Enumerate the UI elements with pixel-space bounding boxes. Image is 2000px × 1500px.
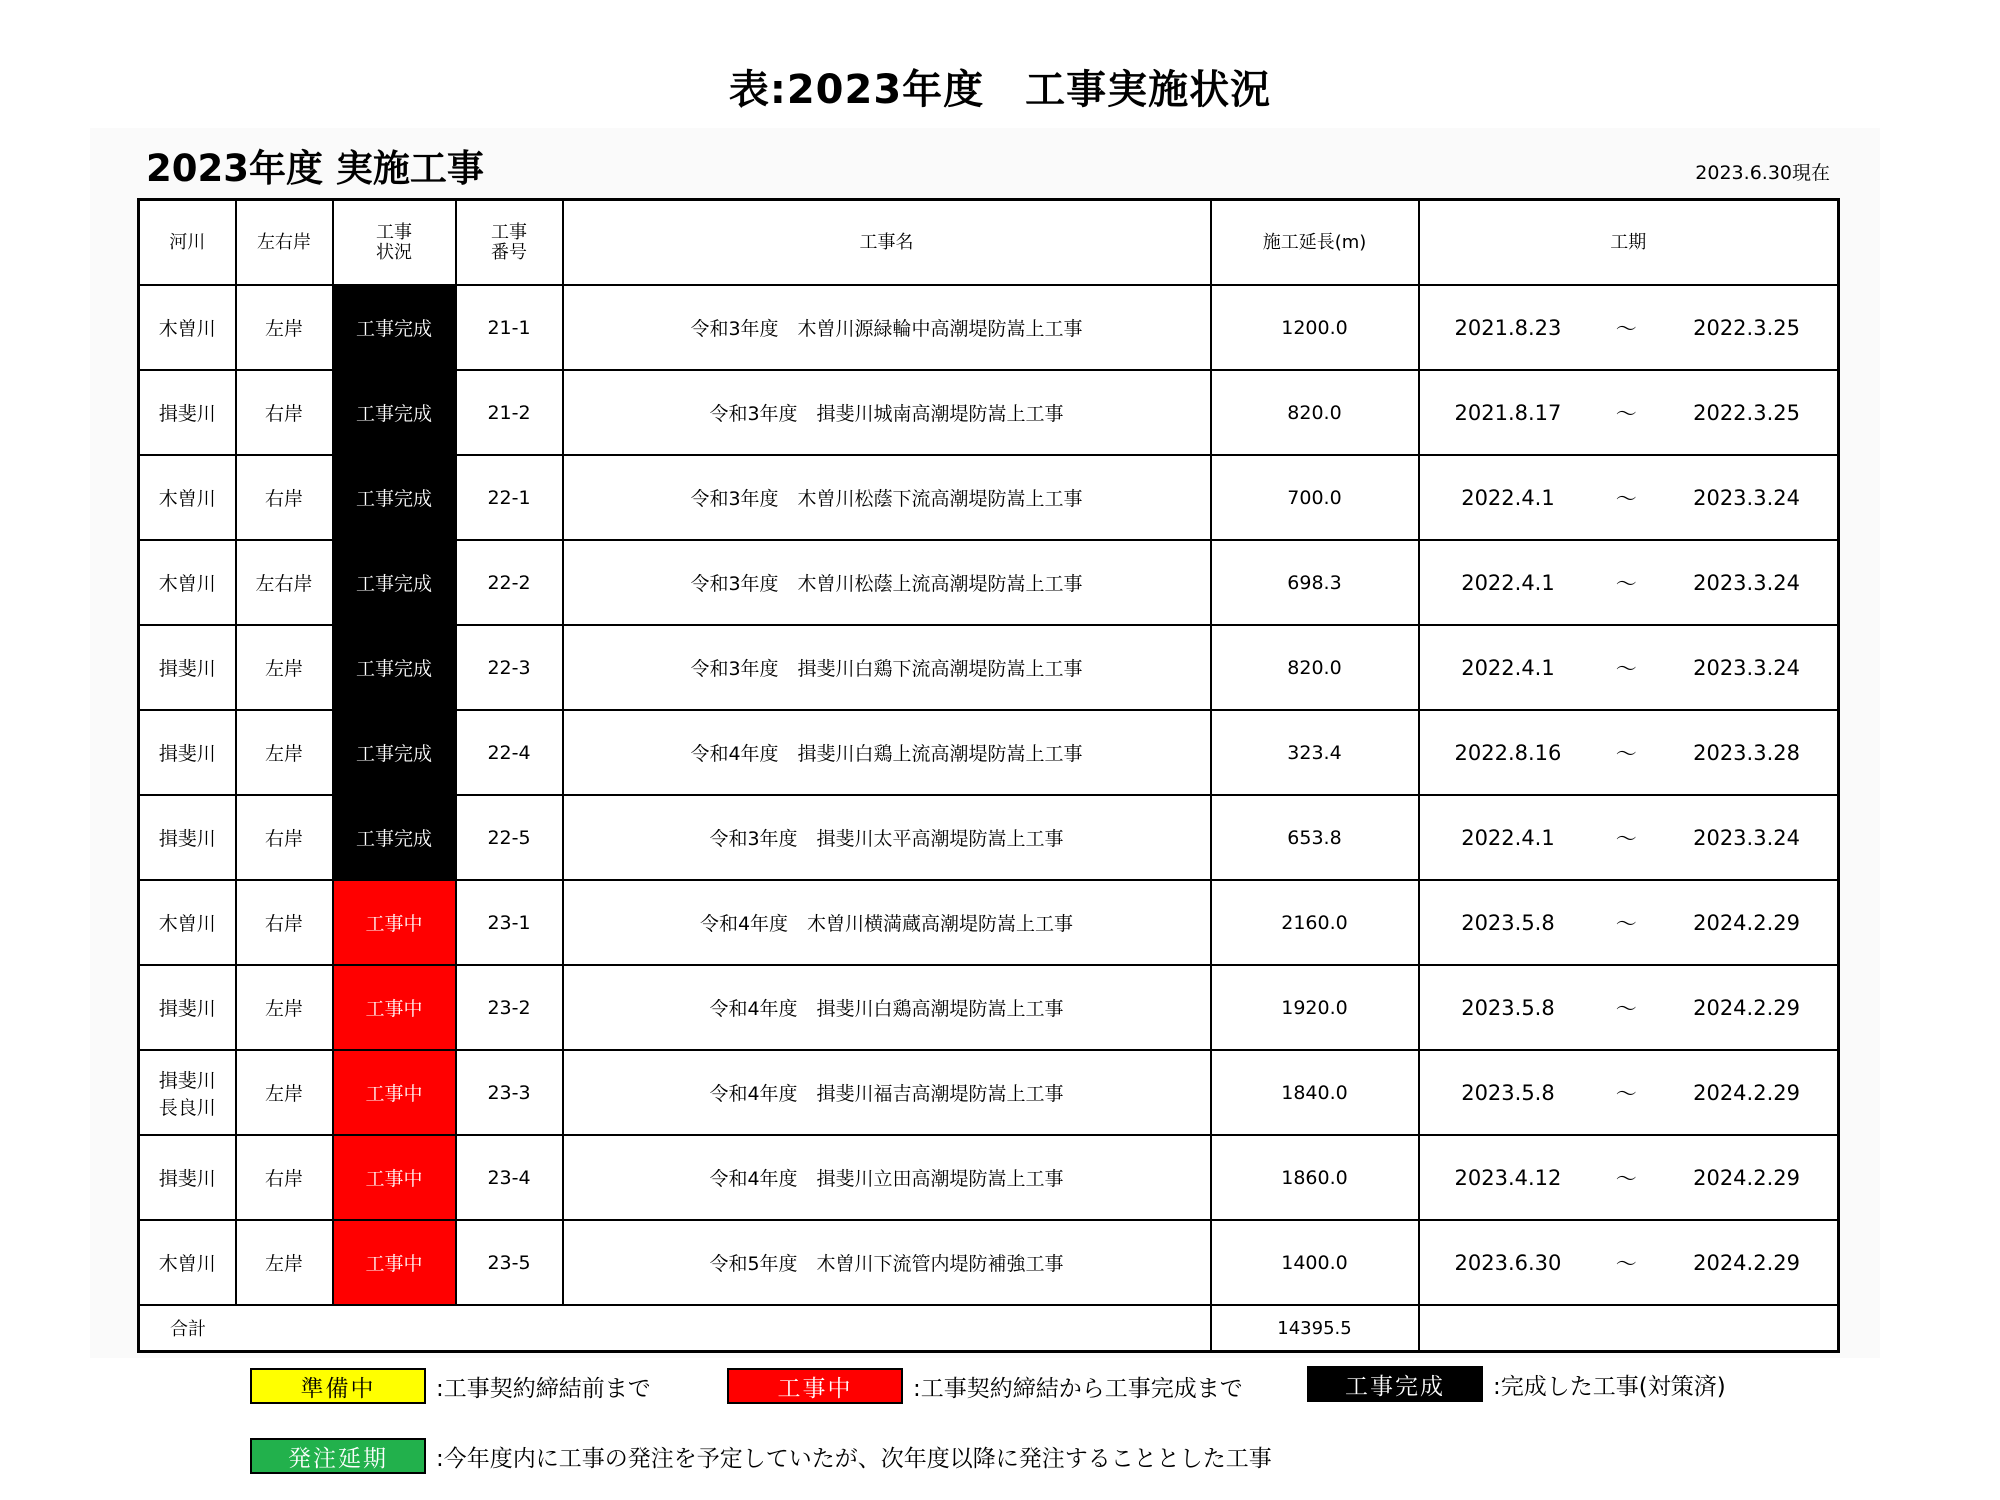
cell-status: 工事中 — [333, 880, 456, 965]
cell-river — [139, 795, 236, 880]
period-end: 2023.3.28 — [1693, 740, 1800, 765]
cell-period — [1419, 625, 1839, 710]
cell-river — [139, 540, 236, 625]
period-end: 2024.2.29 — [1693, 995, 1800, 1020]
cell-number: 21-2 — [456, 370, 563, 455]
cell-length: 698.3 — [1211, 540, 1419, 625]
page-title: 表:2023年度 工事実施状況 — [728, 67, 1272, 113]
period-end: 2024.2.29 — [1693, 1165, 1800, 1190]
cell-period — [1419, 540, 1839, 625]
header-bank: 左右岸 — [236, 200, 333, 286]
cell-length: 653.8 — [1211, 795, 1419, 880]
cell-number: 22-2 — [456, 540, 563, 625]
cell-length: 1860.0 — [1211, 1135, 1419, 1220]
cell-number: 21-1 — [456, 285, 563, 370]
legend-item-done — [1307, 1366, 1726, 1402]
period-tilde: ～ — [1615, 741, 1637, 766]
river-line1: 木曽川 — [158, 488, 216, 510]
river-line2: 長良川 — [158, 1096, 216, 1119]
cell-name: 令和4年度 揖斐川白鶏上流高潮堤防嵩上工事 — [563, 710, 1211, 795]
period-tilde: ～ — [1615, 826, 1637, 851]
cell-name: 令和3年度 木曽川松蔭上流高潮堤防嵩上工事 — [563, 540, 1211, 625]
table-row — [139, 370, 1839, 455]
table-row — [139, 455, 1839, 540]
period-end: 2022.3.25 — [1693, 400, 1800, 425]
period-start: 2021.8.17 — [1454, 400, 1562, 425]
river-line1: 木曽川 — [158, 318, 216, 340]
period-end: 2024.2.29 — [1693, 1080, 1800, 1105]
cell-period — [1419, 1050, 1839, 1135]
cell-name: 令和4年度 木曽川横満蔵高潮堤防嵩上工事 — [563, 880, 1211, 965]
cell-bank: 右岸 — [236, 795, 333, 880]
cell-river — [139, 1050, 236, 1135]
cell-number: 23-3 — [456, 1050, 563, 1135]
cell-name: 令和4年度 揖斐川福吉高潮堤防嵩上工事 — [563, 1050, 1211, 1135]
total-period-empty — [1419, 1305, 1839, 1352]
cell-river — [139, 965, 236, 1050]
river-line1: 揖斐川 — [158, 403, 216, 425]
header-number-line2: 番号 — [491, 241, 527, 263]
table-row — [139, 710, 1839, 795]
table-row — [139, 795, 1839, 880]
period-start: 2022.8.16 — [1454, 740, 1562, 765]
period-end: 2022.3.25 — [1693, 315, 1800, 340]
table-row — [139, 965, 1839, 1050]
cell-length: 1840.0 — [1211, 1050, 1419, 1135]
cell-river — [139, 1135, 236, 1220]
period-end: 2023.3.24 — [1693, 825, 1800, 850]
period-start: 2023.4.12 — [1454, 1165, 1562, 1190]
period-start: 2022.4.1 — [1461, 655, 1555, 680]
cell-status: 工事中 — [333, 1220, 456, 1305]
river-line1: 揖斐川 — [158, 828, 216, 850]
cell-name: 令和3年度 揖斐川城南高潮堤防嵩上工事 — [563, 370, 1211, 455]
header-row — [139, 200, 1839, 286]
period-start: 2022.4.1 — [1461, 485, 1555, 510]
header-river: 河川 — [139, 200, 236, 286]
cell-river — [139, 370, 236, 455]
table-body — [139, 285, 1839, 1352]
river-line1: 揖斐川 — [158, 1168, 216, 1190]
river-line1: 木曽川 — [158, 573, 216, 595]
cell-status: 工事完成 — [333, 370, 456, 455]
legend-item-postponed — [250, 1438, 1272, 1474]
cell-name: 令和3年度 木曽川源緑輪中高潮堤防嵩上工事 — [563, 285, 1211, 370]
cell-river — [139, 625, 236, 710]
cell-number: 22-5 — [456, 795, 563, 880]
header-status — [333, 200, 456, 286]
cell-river — [139, 1220, 236, 1305]
cell-name: 令和4年度 揖斐川白鶏高潮堤防嵩上工事 — [563, 965, 1211, 1050]
cell-bank: 左右岸 — [236, 540, 333, 625]
cell-number: 23-4 — [456, 1135, 563, 1220]
legend-desc-done: :完成した工事(対策済) — [1493, 1373, 1726, 1400]
cell-river — [139, 455, 236, 540]
period-end: 2024.2.29 — [1693, 910, 1800, 935]
cell-status: 工事中 — [333, 1050, 456, 1135]
period-end: 2023.3.24 — [1693, 655, 1800, 680]
river-line1: 揖斐川 — [158, 1069, 216, 1092]
cell-period — [1419, 455, 1839, 540]
cell-bank: 右岸 — [236, 880, 333, 965]
river-line1: 揖斐川 — [158, 743, 216, 765]
cell-status: 工事完成 — [333, 540, 456, 625]
cell-status: 工事完成 — [333, 285, 456, 370]
legend-desc-postponed: :今年度内に工事の発注を予定していたが、次年度以降に発注することとした工事 — [436, 1445, 1272, 1472]
cell-number: 23-2 — [456, 965, 563, 1050]
period-tilde: ～ — [1615, 486, 1637, 511]
legend-swatch-preparing: 準備中 — [250, 1368, 426, 1404]
cell-bank: 左岸 — [236, 1050, 333, 1135]
cell-bank: 右岸 — [236, 455, 333, 540]
period-end: 2024.2.29 — [1693, 1250, 1800, 1275]
period-tilde: ～ — [1615, 1251, 1637, 1276]
cell-number: 22-1 — [456, 455, 563, 540]
cell-status: 工事中 — [333, 1135, 456, 1220]
as-of-date: 2023.6.30現在 — [1695, 162, 1830, 184]
legend-desc-preparing: :工事契約締結前まで — [436, 1375, 651, 1402]
header-name: 工事名 — [563, 200, 1211, 286]
header-length: 施工延長(m) — [1211, 200, 1419, 286]
cell-period — [1419, 370, 1839, 455]
works-table — [137, 198, 1840, 1353]
period-tilde: ～ — [1615, 316, 1637, 341]
period-tilde: ～ — [1615, 401, 1637, 426]
period-start: 2021.8.23 — [1454, 315, 1562, 340]
cell-length: 1400.0 — [1211, 1220, 1419, 1305]
table-row — [139, 1220, 1839, 1305]
cell-length: 1920.0 — [1211, 965, 1419, 1050]
legend-swatch-done: 工事完成 — [1307, 1366, 1483, 1402]
cell-status: 工事完成 — [333, 710, 456, 795]
cell-period — [1419, 965, 1839, 1050]
period-end: 2023.3.24 — [1693, 485, 1800, 510]
cell-bank: 左岸 — [236, 965, 333, 1050]
cell-number: 23-5 — [456, 1220, 563, 1305]
cell-river — [139, 285, 236, 370]
table-subtitle: 2023年度 実施工事 — [146, 147, 484, 190]
cell-bank: 左岸 — [236, 625, 333, 710]
period-start: 2022.4.1 — [1461, 825, 1555, 850]
cell-length: 820.0 — [1211, 625, 1419, 710]
river-line1: 揖斐川 — [158, 998, 216, 1020]
header-period: 工期 — [1419, 200, 1839, 286]
period-tilde: ～ — [1615, 996, 1637, 1021]
cell-name: 令和3年度 揖斐川白鶏下流高潮堤防嵩上工事 — [563, 625, 1211, 710]
legend-item-active — [727, 1368, 1243, 1404]
cell-number: 23-1 — [456, 880, 563, 965]
cell-bank: 左岸 — [236, 710, 333, 795]
cell-bank: 右岸 — [236, 370, 333, 455]
cell-number: 22-4 — [456, 710, 563, 795]
cell-name: 令和3年度 揖斐川太平高潮堤防嵩上工事 — [563, 795, 1211, 880]
river-line1: 揖斐川 — [158, 658, 216, 680]
cell-bank: 左岸 — [236, 285, 333, 370]
table-row — [139, 285, 1839, 370]
period-start: 2022.4.1 — [1461, 570, 1555, 595]
cell-period — [1419, 1135, 1839, 1220]
period-end: 2023.3.24 — [1693, 570, 1800, 595]
cell-status: 工事完成 — [333, 455, 456, 540]
header-status-line2: 状況 — [376, 241, 412, 263]
cell-name: 令和3年度 木曽川松蔭下流高潮堤防嵩上工事 — [563, 455, 1211, 540]
table-row — [139, 625, 1839, 710]
period-start: 2023.5.8 — [1461, 1080, 1555, 1105]
legend-swatch-active: 工事中 — [727, 1368, 903, 1404]
table-row — [139, 880, 1839, 965]
river-line1: 木曽川 — [158, 913, 216, 935]
cell-period — [1419, 710, 1839, 795]
table-row — [139, 1050, 1839, 1135]
cell-bank: 左岸 — [236, 1220, 333, 1305]
cell-river — [139, 880, 236, 965]
header-number — [456, 200, 563, 286]
header-status-line1: 工事 — [376, 221, 412, 243]
period-tilde: ～ — [1615, 1081, 1637, 1106]
cell-length: 1200.0 — [1211, 285, 1419, 370]
table-row — [139, 540, 1839, 625]
legend-item-preparing — [250, 1368, 651, 1404]
legend-swatch-postponed: 発注延期 — [250, 1438, 426, 1474]
period-tilde: ～ — [1615, 911, 1637, 936]
table-row — [139, 1135, 1839, 1220]
total-row — [139, 1305, 1839, 1352]
cell-status: 工事完成 — [333, 625, 456, 710]
period-start: 2023.6.30 — [1454, 1250, 1562, 1275]
cell-status: 工事中 — [333, 965, 456, 1050]
cell-name: 令和4年度 揖斐川立田高潮堤防嵩上工事 — [563, 1135, 1211, 1220]
total-label: 合計 — [139, 1305, 1211, 1352]
period-tilde: ～ — [1615, 571, 1637, 596]
cell-period — [1419, 795, 1839, 880]
period-start: 2023.5.8 — [1461, 910, 1555, 935]
cell-length: 820.0 — [1211, 370, 1419, 455]
period-tilde: ～ — [1615, 656, 1637, 681]
period-start: 2023.5.8 — [1461, 995, 1555, 1020]
total-length: 14395.5 — [1211, 1305, 1419, 1352]
legend-desc-active: :工事契約締結から工事完成まで — [913, 1375, 1243, 1402]
cell-period — [1419, 1220, 1839, 1305]
cell-period — [1419, 880, 1839, 965]
river-line1: 木曽川 — [158, 1253, 216, 1275]
cell-river — [139, 710, 236, 795]
cell-bank: 右岸 — [236, 1135, 333, 1220]
cell-length: 700.0 — [1211, 455, 1419, 540]
cell-period — [1419, 285, 1839, 370]
period-tilde: ～ — [1615, 1166, 1637, 1191]
cell-length: 323.4 — [1211, 710, 1419, 795]
cell-length: 2160.0 — [1211, 880, 1419, 965]
cell-name: 令和5年度 木曽川下流管内堤防補強工事 — [563, 1220, 1211, 1305]
cell-status: 工事完成 — [333, 795, 456, 880]
cell-number: 22-3 — [456, 625, 563, 710]
header-number-line1: 工事 — [491, 221, 527, 243]
